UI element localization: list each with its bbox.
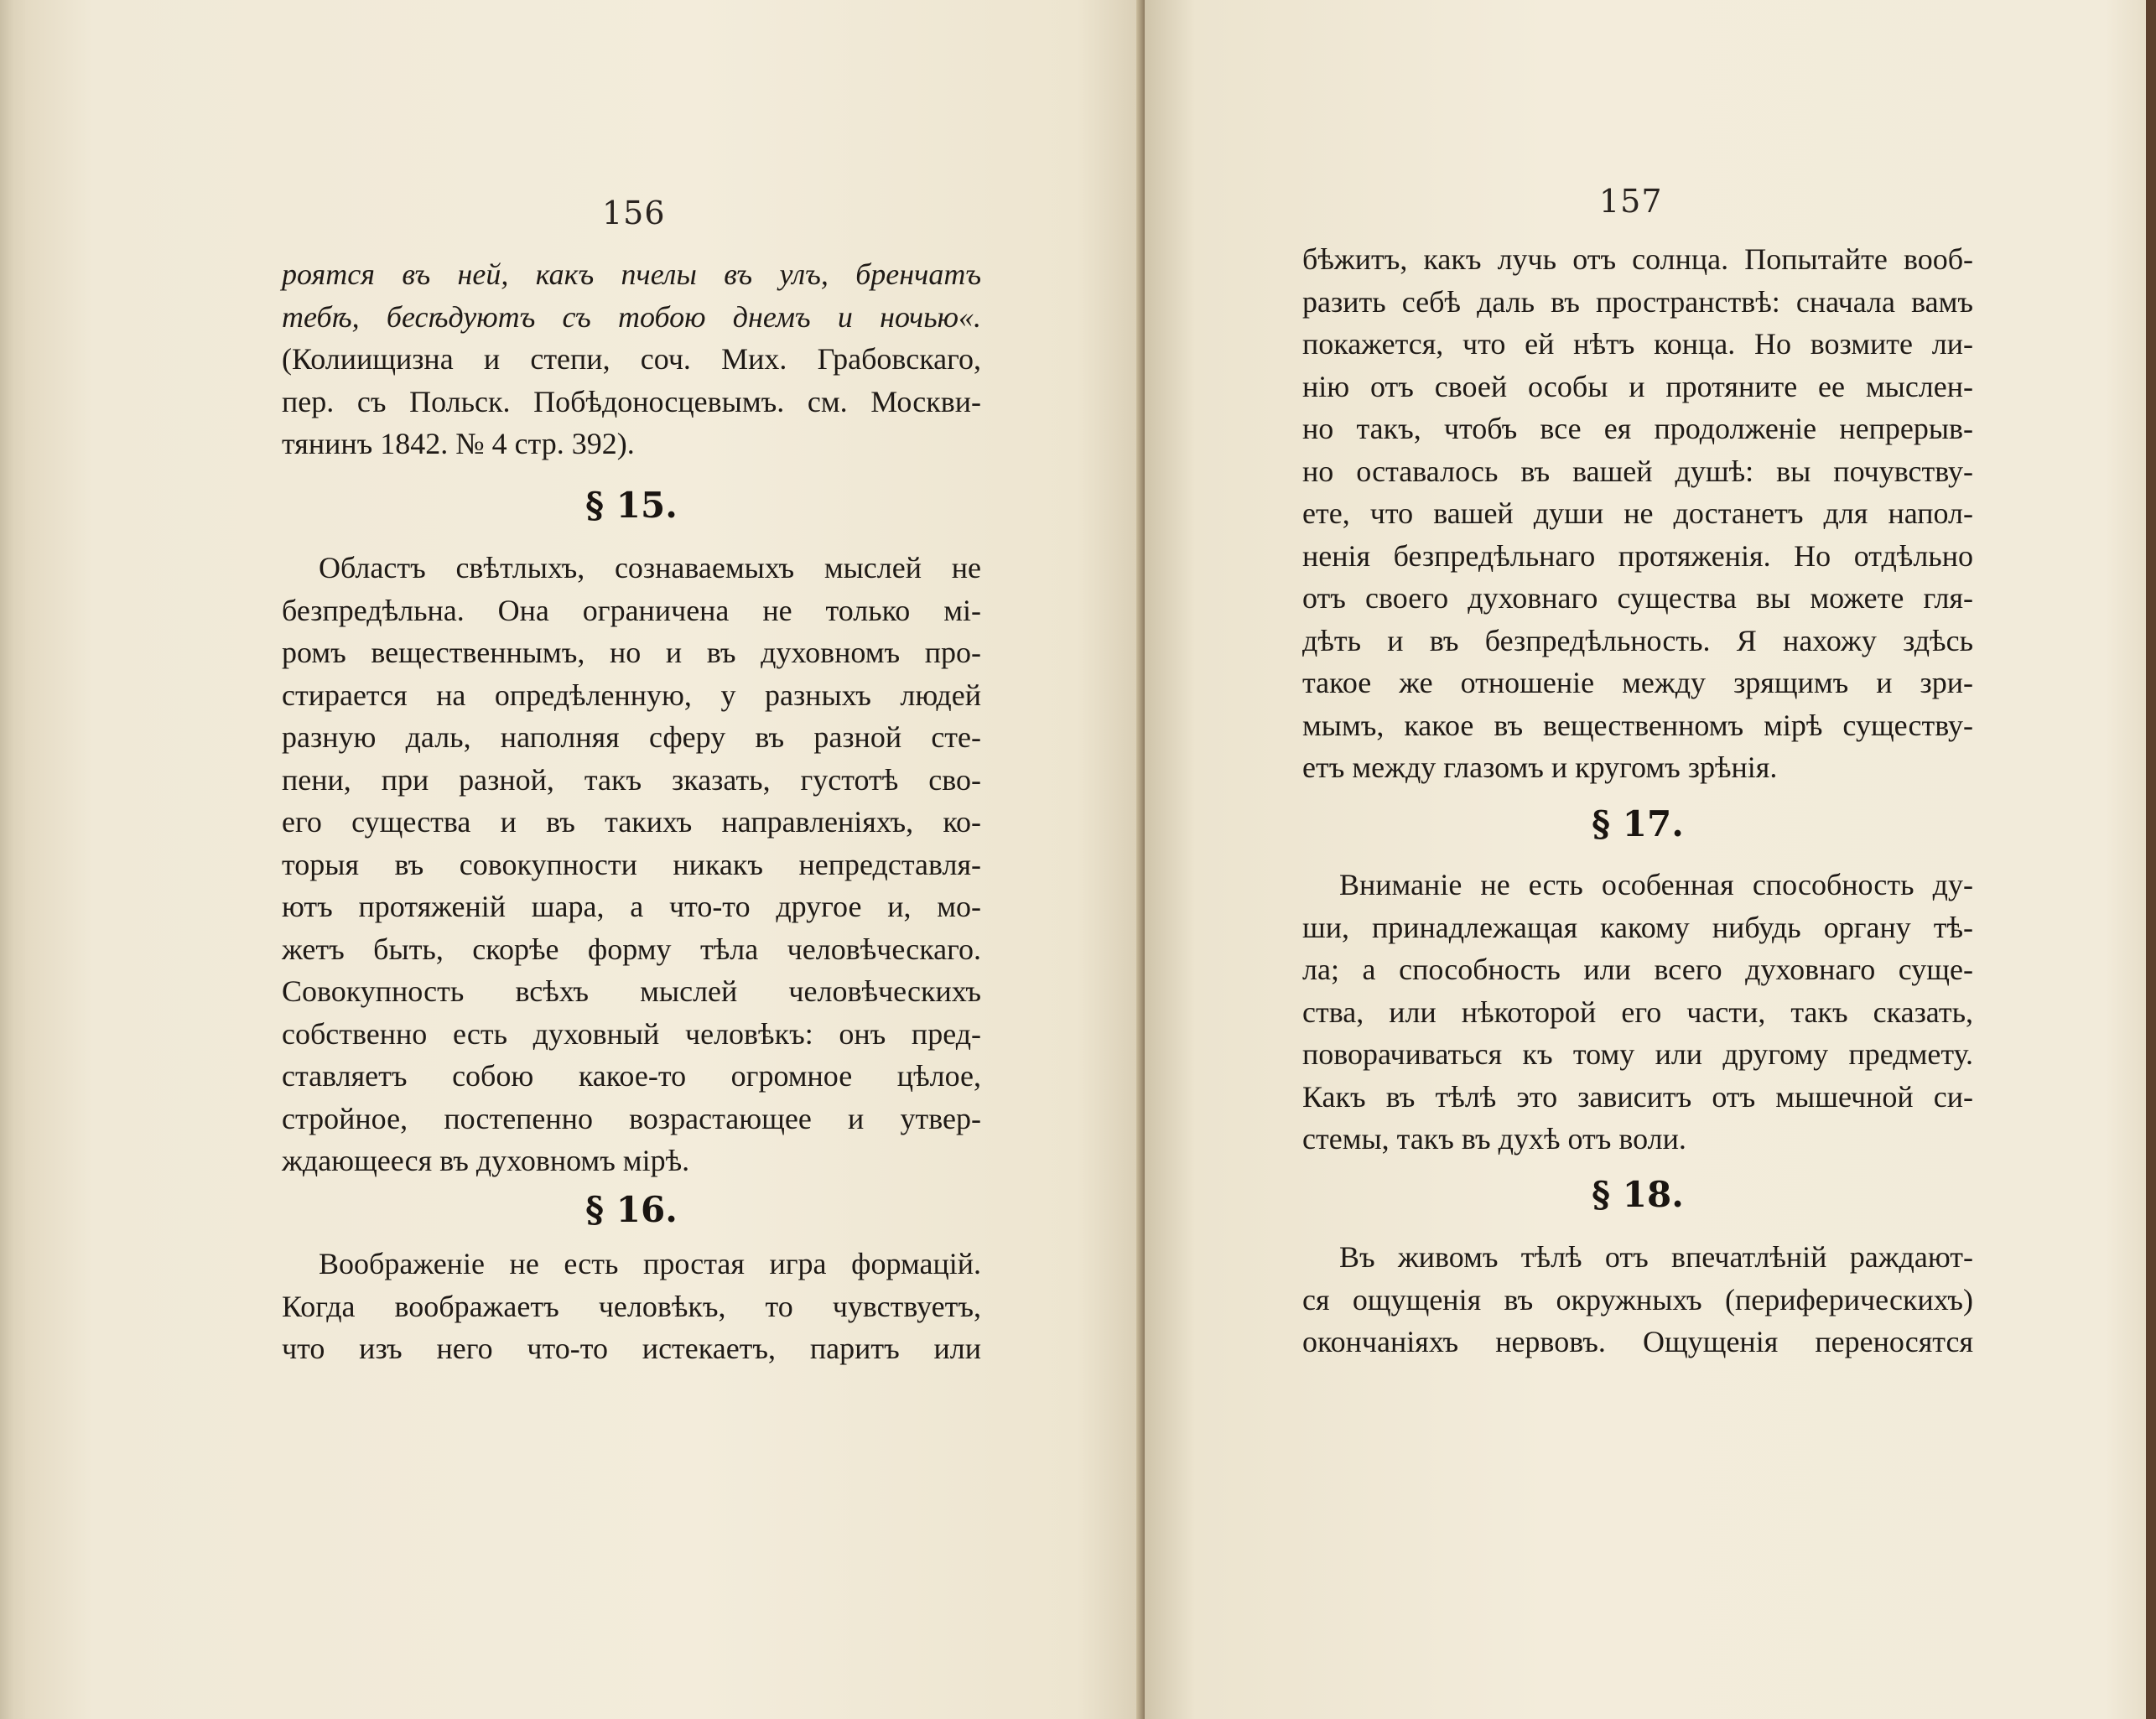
text-line: Когда воображаетъ человѣкъ, то чувствуетъ, [282,1289,981,1323]
text-line: мымъ, какое въ вещественномъ мірѣ существу- [1302,708,1973,742]
section-heading-15: § 15. [585,485,678,526]
text-line: ства, или нѣкоторой его части, такъ сказать, [1302,995,1973,1029]
right-block-2 [1302,864,1973,1161]
right-block-1 [1302,238,1973,789]
text-line: ютъ протяженій шара, а что-то другое и, мо- [282,890,981,923]
text-line: Какъ въ тѣлѣ это зависитъ отъ мышечной си- [1302,1079,1973,1114]
text-line: ждающееся въ духовномъ мірѣ. [282,1144,690,1177]
text-line: ши, принадлежащая какому нибудь органу тѣ- [1302,910,1973,944]
text-line: Въ живомъ тѣлѣ отъ впечатлѣній раждают- [1339,1240,1973,1274]
right-page [1145,0,2156,1719]
left-block-2 [282,547,981,1182]
text-line: его существа и въ такихъ направленіяхъ, ко- [282,805,981,839]
text-line: стемы, такъ въ духѣ отъ воли. [1302,1122,1686,1156]
text-line: стирается на опредѣленную, у разныхъ людей [282,678,981,712]
text-line: жетъ быть, скорѣе форму тѣла человѣческаго. [282,932,981,966]
text-line: ставляетъ собою какое-то огромное цѣлое, [282,1059,981,1093]
text-line: разить себѣ даль въ пространствѣ: сначала вамъ [1302,284,1973,319]
text-line: собственно есть духовный человѣкъ: онъ пред- [282,1016,981,1051]
text-line: нію отъ своей особы и протяните ее мыслен- [1302,369,1973,403]
text-line: Вниманіе не есть особенная способность ду- [1339,868,1973,901]
section-heading-17: § 17. [1592,803,1684,844]
text-line: стройное, постепенно возрастающее и утвер- [282,1101,981,1135]
text-line: ла; а способность или всего духовнаго суще- [1302,953,1973,986]
right-page-number: 157 [1599,183,1663,220]
text-line: роятся въ ней, какъ пчелы въ улъ, бренчатъ [282,257,981,291]
text-line: тебѣ, бесѣдуютъ съ тобою днемъ и ночью«. [282,299,981,334]
text-line: тянинъ 1842. № 4 стр. 392). [282,427,635,460]
text-line: Областъ свѣтлыхъ, сознаваемыхъ мыслей не [319,551,981,584]
text-line: отъ своего духовнаго существа вы можете гля- [1302,581,1973,615]
text-line: Совокупность всѣхъ мыслей человѣческихъ [282,974,981,1008]
text-line: покажется, что ей нѣтъ конца. Но возмите ли- [1302,327,1973,361]
text-line: Воображеніе не есть простая игра формацій. [319,1247,981,1280]
text-line: ся ощущенія въ окружныхъ (периферическихъ) [1302,1282,1973,1317]
text-line: такое же отношеніе между зрящимъ и зри- [1302,666,1973,699]
page-right-edge [2146,0,2156,1719]
text-line: пени, при разной, такъ зказать, густотѣ сво- [282,762,981,797]
text-line: окончаніяхъ нервовъ. Ощущенія переносятся [1302,1325,1973,1358]
text-line: бѣжитъ, какъ лучь отъ солнца. Попытайте вооб- [1302,242,1973,276]
right-block-3 [1302,1236,1973,1363]
text-line: пер. съ Польск. Побѣдоносцевымъ. см. Москви- [282,384,981,418]
left-block-3 [282,1243,981,1370]
left-page-number: 156 [602,195,666,231]
left-page [25,0,1145,1719]
text-line: поворачиваться къ тому или другому предмету. [1302,1037,1973,1071]
section-heading-16: § 16. [585,1189,678,1230]
text-line: торыя въ совокупности никакъ непредставля- [282,847,981,881]
text-line: но оставалось въ вашей душѣ: вы почувству- [1302,454,1973,488]
section-heading-18: § 18. [1592,1174,1684,1215]
text-line: разную даль, наполняя сферу въ разной сте- [282,720,981,754]
left-block-1 [282,253,981,465]
text-line: что изъ него что-то истекаетъ, паритъ или [282,1332,981,1365]
text-line: ненія безпредѣльнаго протяженія. Но отдѣльно [1302,538,1973,573]
text-line: ромъ вещественнымъ, но и въ духовномъ про- [282,636,981,669]
text-line: ете, что вашей души не достанетъ для напол- [1302,496,1973,530]
text-line: (Колиищизна и степи, соч. Мих. Грабовскаго, [282,342,981,376]
text-line: но такъ, чтобъ все ея продолженіе непрерыв- [1302,412,1973,445]
text-line: дѣть и въ безпредѣльность. Я нахожу здѣсь [1302,623,1973,657]
text-line: безпредѣльна. Она ограничена не только мі- [282,593,981,627]
text-line: етъ между глазомъ и кругомъ зрѣнія. [1302,750,1778,784]
